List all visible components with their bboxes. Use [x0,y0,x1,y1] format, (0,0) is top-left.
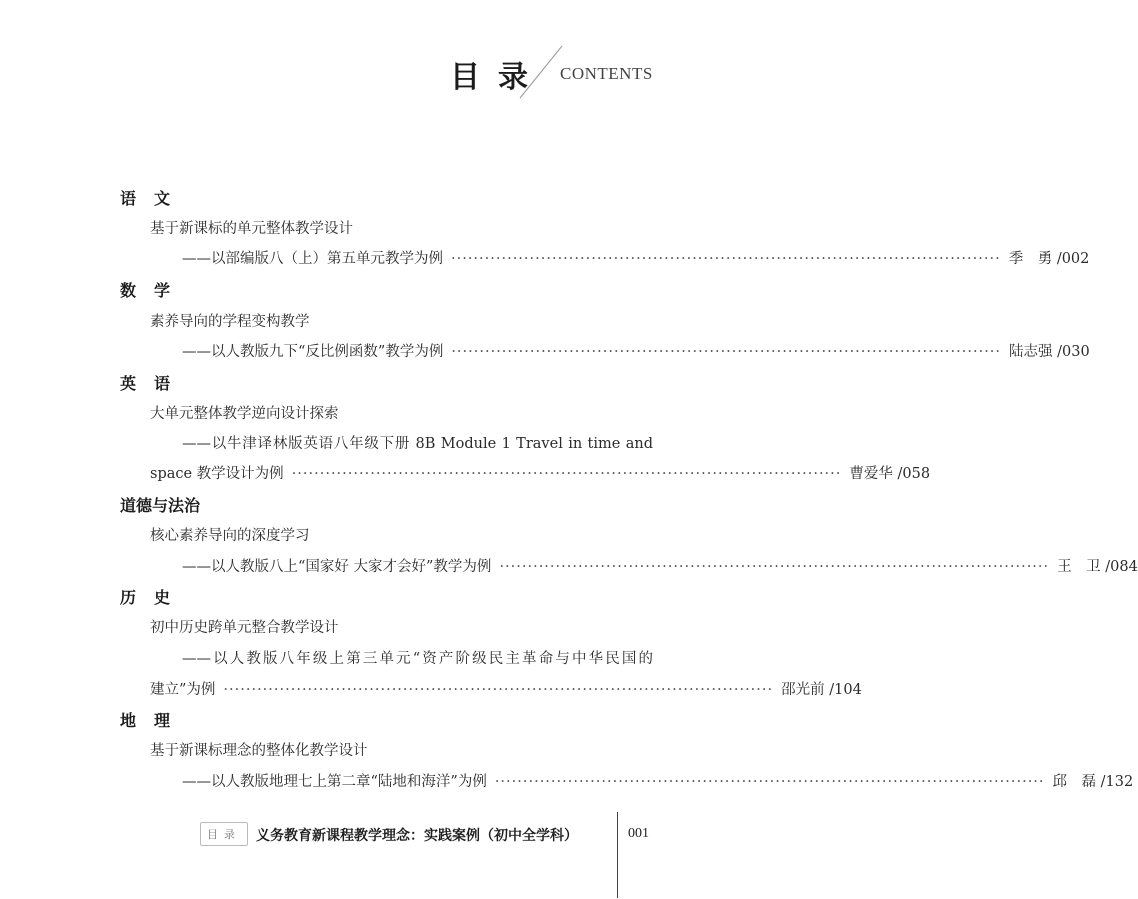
subject-heading: 数学 [120,281,189,300]
subject-heading: 英语 [120,374,189,393]
entry-page: /084 [1105,559,1138,575]
entry-subtitle-line[interactable] [182,432,653,453]
entry-author: 陆志强 /030 [1009,344,1090,360]
entry-subtitle-line[interactable] [182,340,1090,361]
entry-page: /058 [897,466,931,482]
entry-page: /002 [1056,251,1090,267]
entry-subtitle-line[interactable] [182,555,1138,576]
entry-author: 邵光前 /104 [781,682,862,698]
entry-author: 王 卫 /084 [1057,559,1138,575]
entry-page: /030 [1057,344,1090,360]
entry-subtitle: ——以人教版九下“反比例函数”教学为例 [182,344,444,360]
entry-title[interactable]: 初中历史跨单元整合教学设计 [150,620,339,636]
entry-page: /104 [829,682,862,698]
subject-heading: 地理 [120,711,189,730]
subject-heading: 历史 [120,588,189,607]
entry-author: 邱 磊 /132 [1052,774,1134,790]
leader-dots: ·································································································· [451,251,1001,267]
entry-subtitle-line[interactable] [182,647,653,668]
entry-subtitle: ——以人教版地理七上第二章“陆地和海洋”为例 [182,774,487,790]
leader-dots: ·································································································· [499,559,1050,575]
entry-subtitle-continued-line[interactable] [150,462,931,483]
entry-page: /132 [1100,774,1134,790]
entry-subtitle-continued: space 教学设计为例 [150,466,284,482]
page-subtitle: CONTENTS [560,64,653,83]
page-title: 目录 [450,60,546,95]
entry-title[interactable]: 素养导向的学程变构教学 [150,314,310,330]
entry-author: 曹爱华 /058 [849,466,931,482]
entry-subtitle-line[interactable] [182,247,1090,268]
footer-tag: 目录 [200,822,248,846]
entry-subtitle: ——以牛津译林版英语八年级下册 8B Module 1 Travel in time and [182,436,653,452]
footer-divider [617,812,618,898]
subject-heading: 道德与法治 [120,496,201,515]
entry-title[interactable]: 大单元整体教学逆向设计探索 [150,406,339,422]
entry-subtitle: ——以人教版八上“国家好 大家才会好”教学为例 [182,559,492,575]
entry-subtitle: ——以人教版八年级上第三单元“资产阶级民主革命与中华民国的 [182,651,653,667]
subject-heading: 语文 [120,189,189,208]
entry-subtitle-continued: 建立”为例 [150,682,216,698]
leader-dots: ·································································································· [451,344,1002,360]
entry-author: 季 勇 /002 [1008,251,1090,267]
footer-page-number: 001 [628,826,649,841]
footer-book-title: 义务教育新课程教学理念：实践案例（初中全学科） [256,828,578,844]
leader-dots: ·································································································· [494,774,1045,790]
title-divider-slash [518,44,564,100]
entry-subtitle: ——以部编版八（上）第五单元教学为例 [182,251,443,267]
entry-subtitle-line[interactable] [182,770,1134,791]
leader-dots: ·································································································· [291,466,842,482]
entry-title[interactable]: 基于新课标理念的整体化教学设计 [150,743,368,759]
entry-title[interactable]: 核心素养导向的深度学习 [150,528,310,544]
entry-title[interactable]: 基于新课标的单元整体教学设计 [150,221,353,237]
entry-subtitle-continued-line[interactable] [150,678,862,699]
leader-dots: ·································································································· [223,682,774,698]
